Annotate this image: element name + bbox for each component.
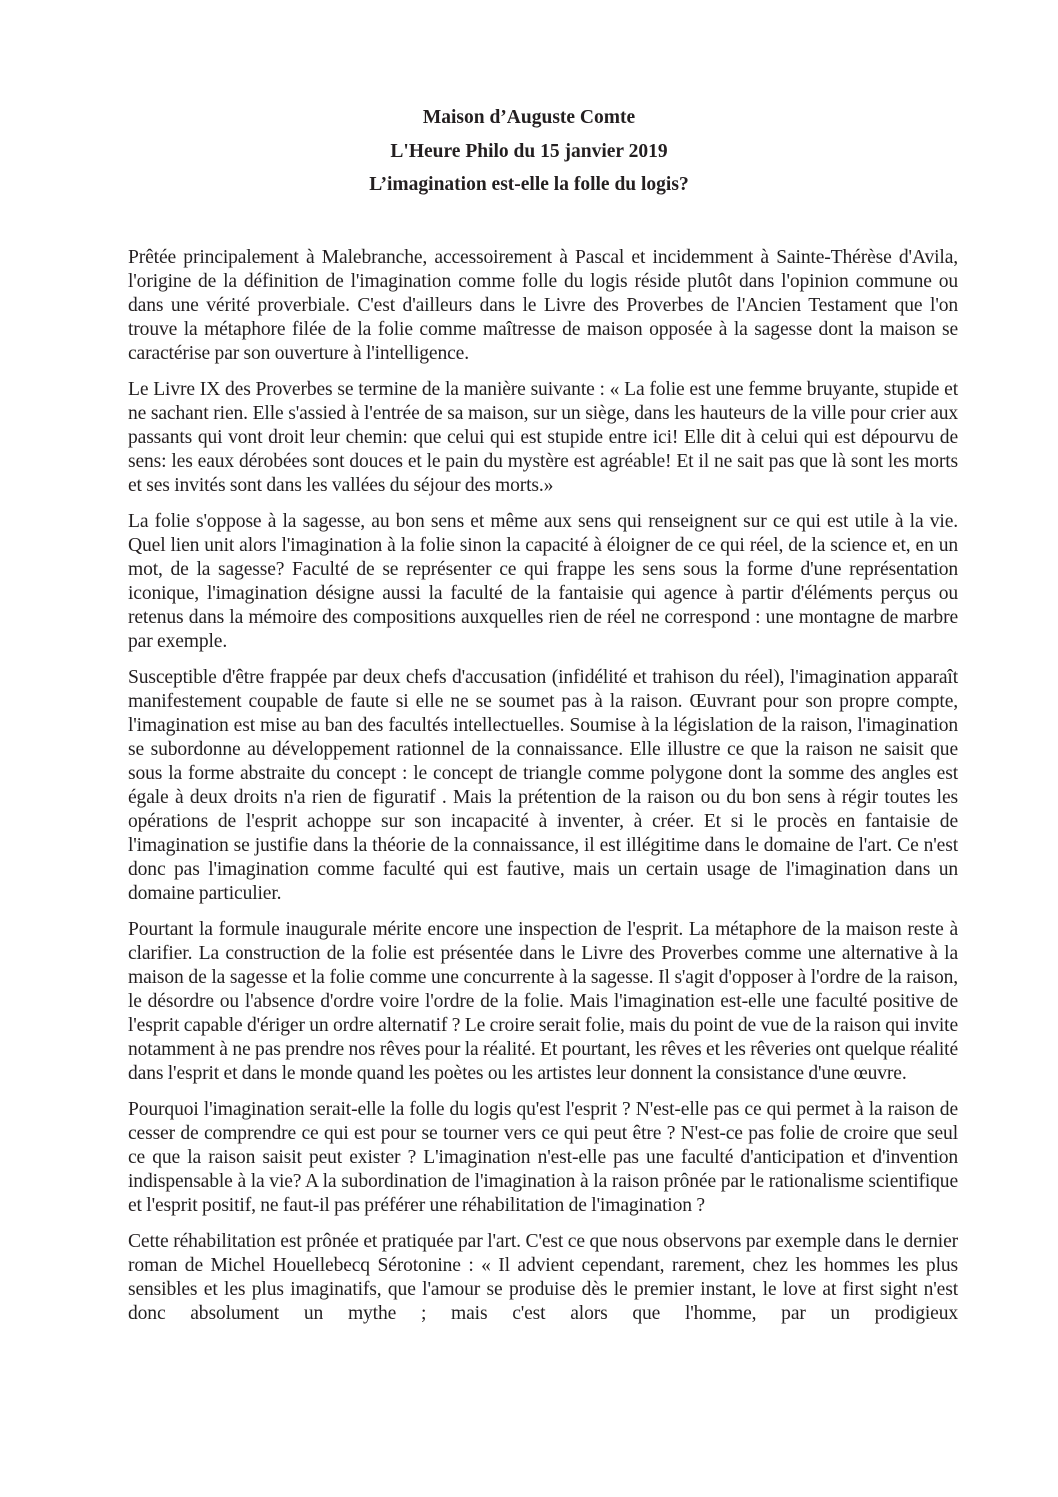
paragraph-proverbs-quote: Le Livre IX des Proverbes se termine de la manière suivante : « La folie est une femme bruyante, stupide et ne sachant rien. Elle s'assied à l'entrée de sa maison, sur un siège, dans les hauteurs de la ville pour crier aux passants qui vont droit leur chemin: que celui qui est stupide entre ici! Elle dit à celui qui est dépourvu de sens: les eaux dérobées sont douces et le pain du mystère est agréable! Et il ne sait pas que là sont les morts et ses invités sont dans les vallées du séjour des morts.» (128, 379, 958, 496)
paragraph-folly-vs-wisdom: La folie s'oppose à la sagesse, au bon sens et même aux sens qui renseignent sur ce qui est utile à la vie. Quel lien unit alors l'imagination à la folie sinon la capacité à éloigner de ce qui réel, de la science et, en un mot, de la sagesse? Faculté de se représenter ce qui frappe les sens sous la forme d'une représentation iconique, l'imagination désigne aussi la faculté de la fantaisie qui agence à partir d'éléments perçus ou retenus dans la mémoire des compositions auxquelles rien de réel ne correspond : une montagne de marbre par exemple. (128, 511, 958, 652)
document-body (128, 246, 958, 1338)
document-title: L’imagination est-elle la folle du logis? (369, 174, 689, 195)
institution-heading: Maison d’Auguste Comte (422, 107, 636, 128)
paragraph-rehabilitation: Cette réhabilitation est prônée et pratiquée par l'art. C'est ce que nous observons par exemple dans le dernier roman de Michel Houellebecq Sérotonine : « Il advient cependant, rarement, chez les hommes les plus sensibles et les plus imaginatifs, que l'amour se produise dès le premier instant, le love at first sight n'est donc absolument un mythe ; mais c'est alors que l'homme, par un prodigieux (128, 1231, 958, 1324)
paragraph-accusation: Susceptible d'être frappée par deux chefs d'accusation (infidélité et trahison du réel), l'imagination apparaît manifestement coupable de faute si elle ne se soumet pas à la raison. Œuvrant pour son propre compte, l'imagination est mise au ban des facultés intellectuelles. Soumise à la législation de la raison, l'imagination se subordonne au développement rationnel de la connaissance. Elle illustre ce que la raison ne saisit que sous la forme abstraite du concept : le concept de triangle comme polygone dont la somme des angles est égale à deux droits n'a rien de figuratif . Mais la prétention de la raison ou du bon sens à régir toutes les opérations de l'esprit achoppe sur son incapacité à inventer, à créer. Et si le procès en fantaisie de l'imagination se justifie dans la théorie de la connaissance, il est illégitime dans le domaine de l'art. Ce n'est donc pas l'imagination comme faculté qui est fautive, mais un certain usage de l'imagination dans un domaine particulier. (128, 667, 958, 904)
document-header (0, 108, 1058, 195)
event-heading: L'Heure Philo du 15 janvier 2019 (390, 141, 668, 162)
paragraph-questions: Pourquoi l'imagination serait-elle la folle du logis qu'est l'esprit ? N'est-elle pas ce qui permet à la raison de cesser de comprendre ce qui est pour se tourner vers ce qui peut être ? N'est-ce pas folie de croire que seul ce que la raison saisit peut exister ? L'imagination n'est-elle pas une faculté d'anticipation et d'invention indispensable à la vie? A la subordination de l'imagination à la raison prônée par le rationalisme scientifique et l'esprit positif, ne faut-il pas préférer une réhabilitation de l'imagination ? (128, 1099, 958, 1216)
paragraph-origin: Prêtée principalement à Malebranche, accessoirement à Pascal et incidemment à Sainte-Thérèse d'Avila, l'origine de la définition de l'imagination comme folle du logis réside plutôt dans l'opinion commune ou dans une vérité proverbiale. C'est d'ailleurs dans le Livre des Proverbes de l'Ancien Testament que l'on trouve la métaphore filée de la folie comme maîtresse de maison opposée à la sagesse dont la maison se caractérise par son ouverture à l'intelligence. (128, 247, 958, 364)
paragraph-house-metaphor: Pourtant la formule inaugurale mérite encore une inspection de l'esprit. La métaphore de la maison reste à clarifier. La construction de la folie est présentée dans le Livre des Proverbes comme une alternative à la maison de la sagesse et la folie comme une concurrente à la sagesse. Il s'agit d'opposer à l'ordre de la raison, le désordre ou l'absence d'ordre voire l'ordre de la folie. Mais l'imagination est-elle une faculté positive de l'esprit capable d'ériger un ordre alternatif ? Le croire serait folie, mais du point de vue de la raison qui invite notamment à ne pas prendre nos rêves pour la réalité. Et pourtant, les rêves et les rêveries ont quelque réalité dans l'esprit et dans le monde quand les poètes ou les artistes leur donnent la consistance d'une œuvre. (128, 919, 958, 1084)
